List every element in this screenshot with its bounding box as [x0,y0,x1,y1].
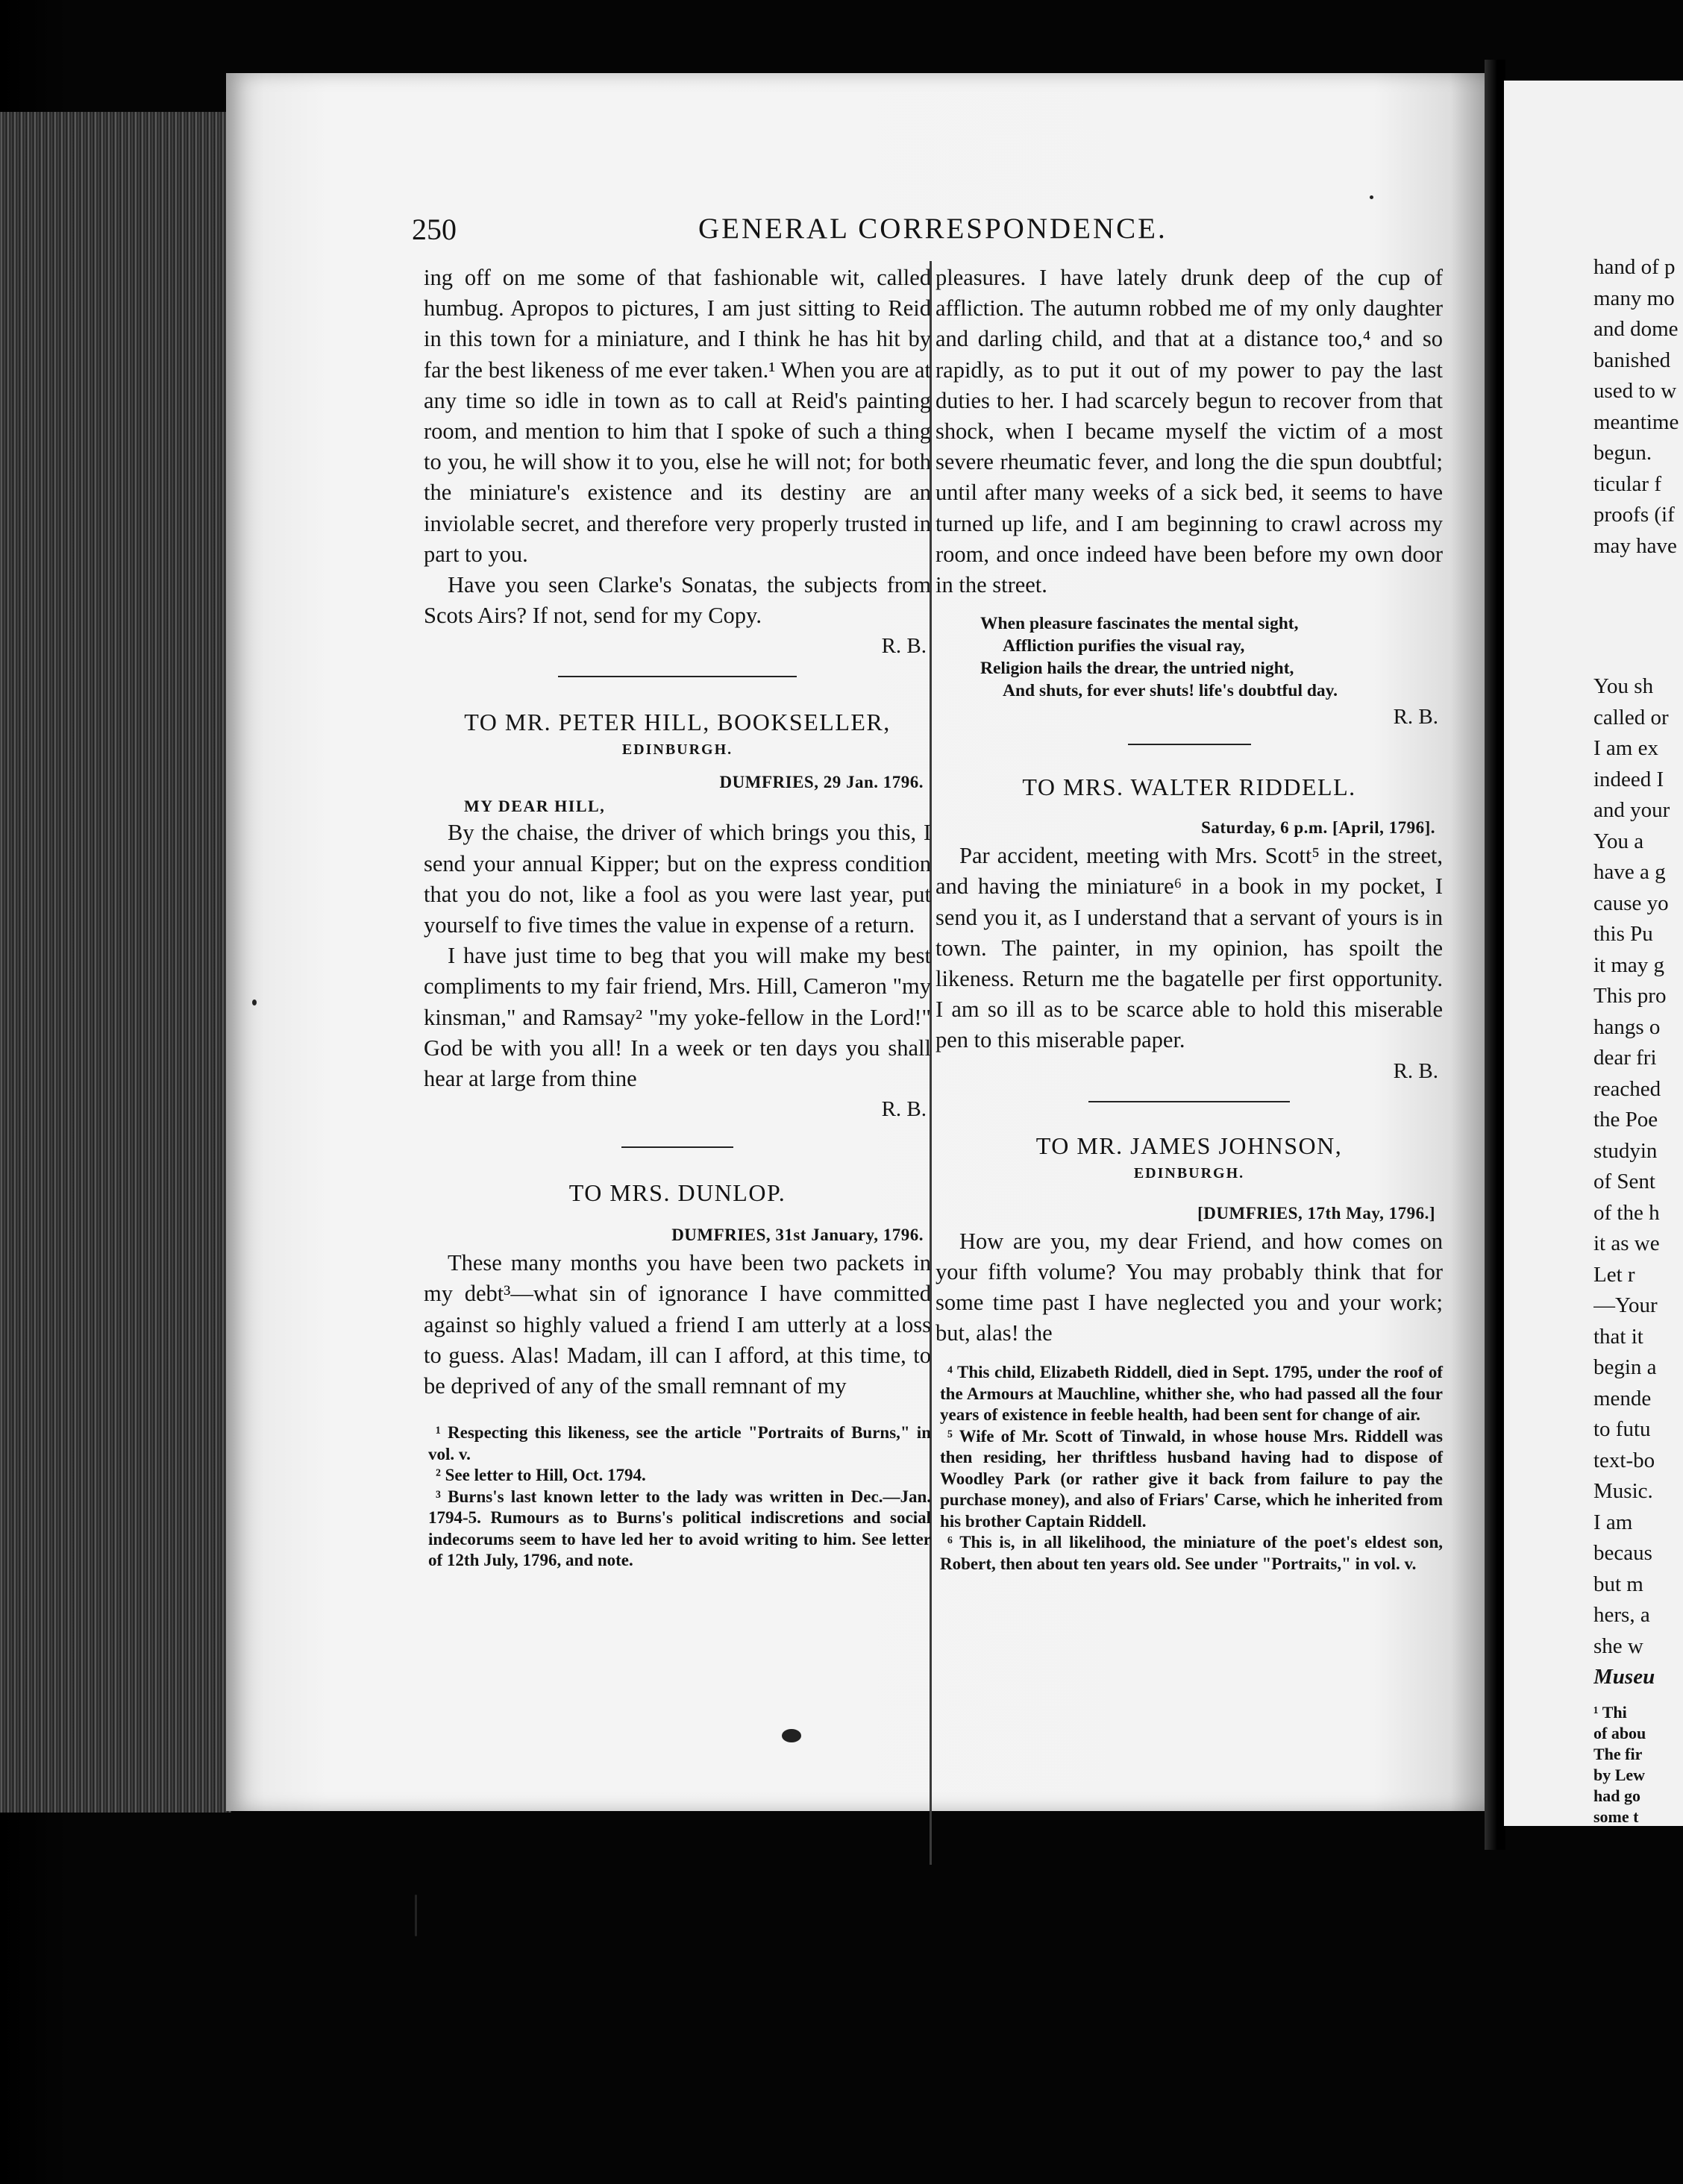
letter-heading-hill: TO MR. PETER HILL, BOOKSELLER, [464,709,891,736]
page-number: 250 [412,213,457,246]
fragment-line: hand of p [1593,255,1676,279]
fragment-line: You a [1593,829,1644,853]
right-page-footnote-lines [1593,1702,1683,1827]
fragment-line: Museu [1593,1665,1655,1689]
letter-heading-riddell: TO MRS. WALTER RIDDELL. [1022,774,1356,801]
fragment-line: begin a [1593,1355,1657,1379]
ink-stroke [415,1895,417,1936]
hill-paragraph-2: I have just time to beg that you will make my best compliments to my fair friend, Mrs. Hill, Cameron "my kinsman," and Ramsay² "my yoke-fellow in the Lord!" God be with you all! In a week or ten days you shall hear at large from thine [424,943,931,1092]
right-page-middle-lines [1593,671,1683,1693]
fragment-line: begun. [1593,441,1652,465]
ink-speck [1370,195,1373,199]
poem-line: When pleasure fascinates the mental sight, [980,614,1299,634]
dateline-johnson: [DUMFRIES, 17th May, 1796.] [1197,1203,1435,1223]
fragment-line: proofs (if [1593,503,1675,527]
fragment-line: called or [1593,705,1669,729]
fragment-line: Music. [1593,1479,1653,1503]
fragment-line: dear fri [1593,1046,1657,1070]
poem-line: Religion hails the drear, the untried night, [980,659,1294,679]
footnote-1: ¹ Respecting this likeness, see the article "Portraits of Burns," in vol. v. [428,1423,931,1463]
fragment-line: I am ex [1593,736,1658,760]
fragment-line: banished [1593,348,1671,372]
footnote-3: ³ Burns's last known letter to the lady was written in Dec.—Jan. 1794-5. Rumours as to Burns's political indiscretions and social indecorums seem to have led her to avoid writing to him. See letter of 12th July, 1796, and note. [428,1487,931,1570]
fragment-footnote-line: had go [1593,1786,1640,1805]
fragment-line: becaus [1593,1541,1652,1565]
page-edges [0,112,231,1813]
poem [935,612,1443,702]
dateline-riddell: Saturday, 6 p.m. [April, 1796]. [1201,818,1435,838]
footnote-4: ⁴ This child, Elizabeth Riddell, died in Sept. 1795, under the roof of the Armours at Mauchline, whither she, who had passed all the four years of existence in feeble health, had been sent for change of air. [940,1363,1443,1425]
fragment-line: and dome [1593,317,1679,341]
fragment-line: reached [1593,1076,1661,1101]
fragment-line: indeed I [1593,767,1664,791]
poem-line: Affliction purifies the visual ray, [1003,636,1245,656]
fragment-line: —Your [1593,1293,1658,1317]
footnote-5: ⁵ Wife of Mr. Scott of Tinwald, in whose house Mrs. Riddell was then residing, her thriftless husband having had to dispose of Woodley Park (or rather give it back from failure to pay the purchase money), and also of Friars' Carse, which he inherited from his brother Captain Riddell. [940,1426,1443,1531]
fragment-footnote-line: of abou [1593,1724,1646,1742]
fragment-line: mende [1593,1386,1652,1410]
fragment-line: to futu [1593,1417,1651,1441]
fragment-line: used to w [1593,379,1677,403]
fragment-line: but m [1593,1572,1643,1596]
letter-heading-dunlop: TO MRS. DUNLOP. [568,1179,786,1207]
fragment-line: ticular f [1593,471,1661,496]
fragment-footnote-line: some t [1593,1807,1639,1826]
letter-continuation-paragraph: ing off on me some of that fashionable wit, called humbug. Apropos to pictures, I am just sitting to Reid in this town for a miniature, and I think he has hit by far the best likeness of me ever taken.¹ When you are at any time so idle in town as to call at Reid's painting room, and mention to him that I spoke of such a thing to you, he will show it to you, else he will not; for both the miniature's existence and its destiny are an inviolable secret, and therefore very properly trusted in part to you. [424,265,931,567]
footnote-6: ⁶ This is, in all likelihood, the miniature of the poet's eldest son, Robert, then about ten years old. See under "Portraits," in vol. v. [940,1533,1443,1573]
signature: R. B. [881,634,927,659]
fragment-line: I am [1593,1510,1633,1534]
dateline-dunlop: DUMFRIES, 31st January, 1796. [671,1226,924,1245]
fragment-line: many mo [1593,286,1675,310]
ink-speck [252,1000,257,1005]
riddell-paragraph-1: Par accident, meeting with Mrs. Scott⁵ in the street, and having the miniature⁶ in a book in my pocket, I send you it, as I understand that a servant of yours is in town. The painter, in my opinion, has spoilt the likeness. Return me the bagatelle per first opportunity. I am so ill as to be scarce able to hold this miserable pen to this miserable paper. [935,843,1443,1053]
fragment-line: of Sent [1593,1170,1655,1193]
hill-paragraph-1: By the chaise, the driver of which brings you this, I send your annual Kipper; but on the express condition that you do not, like a fool as you were last year, put yourself to five times the value in expense of a return. [424,820,931,938]
fragment-line: it may g [1593,953,1665,977]
left-column [424,263,931,1572]
fragment-line: You sh [1593,674,1654,698]
right-page-top-lines [1593,252,1683,562]
fragment-line: text-bo [1593,1448,1655,1472]
fragment-line: Let r [1593,1262,1635,1287]
footnote-2: ² See letter to Hill, Oct. 1794. [436,1466,646,1485]
signature-hill: R. B. [881,1097,927,1122]
signature: R. B. [1393,705,1438,729]
running-header [412,212,1426,252]
ink-blot [782,1729,801,1742]
fragment-line: she w [1593,1634,1643,1658]
letter-heading-johnson: TO MR. JAMES JOHNSON, [1035,1132,1343,1159]
fragment-line: of the h [1593,1200,1660,1225]
poem-line: And shuts, for ever shuts! life's doubtful day. [1003,681,1338,701]
fragment-line: the Poe [1593,1108,1658,1132]
dunlop-paragraph-1: These many months you have been two packets in my debt³—what sin of ignorance I have committed against so highly valued a friend I am utterly at a loss to guess. Alas! Madam, ill can I afford, at this time, to be deprived of any of the small remnant of my [424,1250,931,1399]
johnson-paragraph-1: How are you, my dear Friend, and how comes on your fifth volume? You may probably think that for some time past I have neglected you and your work; but, alas! the [935,1228,1443,1346]
fragment-line: studyin [1593,1138,1658,1163]
letter-subheading-hill: EDINBURGH. [621,741,733,759]
fragment-line: This pro [1593,984,1667,1008]
fragment-line: hangs o [1593,1014,1661,1039]
fragment-line: that it [1593,1324,1643,1349]
fragment-footnote-line: by Lew [1593,1766,1646,1784]
running-title: GENERAL CORRESPONDENCE. [698,213,1168,245]
signature-riddell: R. B. [1393,1058,1438,1083]
fragment-line: it as we [1593,1231,1660,1255]
fragment-line: may have [1593,533,1677,558]
fragment-line: and your [1593,798,1670,822]
fragment-footnote-line: The fir [1593,1745,1643,1763]
fragment-line: this Pu [1593,922,1653,946]
book-gutter [1485,60,1505,1850]
letter-subheading-johnson: EDINBURGH. [1133,1164,1245,1182]
fragment-line: have a g [1593,860,1666,884]
salutation-hill: MY DEAR HILL, [464,797,606,816]
middle-column [935,263,1443,1575]
fragment-footnote-line: ¹ Thi [1593,1703,1627,1722]
clarke-paragraph: Have you seen Clarke's Sonatas, the subjects from Scots Airs? If not, send for my Copy. [424,572,931,629]
dateline-hill: DUMFRIES, 29 Jan. 1796. [719,773,924,792]
fragment-line: cause yo [1593,891,1669,915]
fragment-line: hers, a [1593,1603,1650,1627]
fragment-line: meantime [1593,410,1679,434]
dunlop-continuation: pleasures. I have lately drunk deep of the cup of affliction. The autumn robbed me of my only daughter and darling child, and that at a distance too,⁴ and so rapidly, as to put it out of my power to pay the last duties to her. I had scarcely begun to recover from that shock, when I became myself the victim of a most severe rheumatic fever, and long the die spun doubtful; until after many weeks of a sick bed, it seems to have turned up life, and I am beginning to crawl across my room, and once indeed have been before my own door in the street. [935,265,1443,598]
